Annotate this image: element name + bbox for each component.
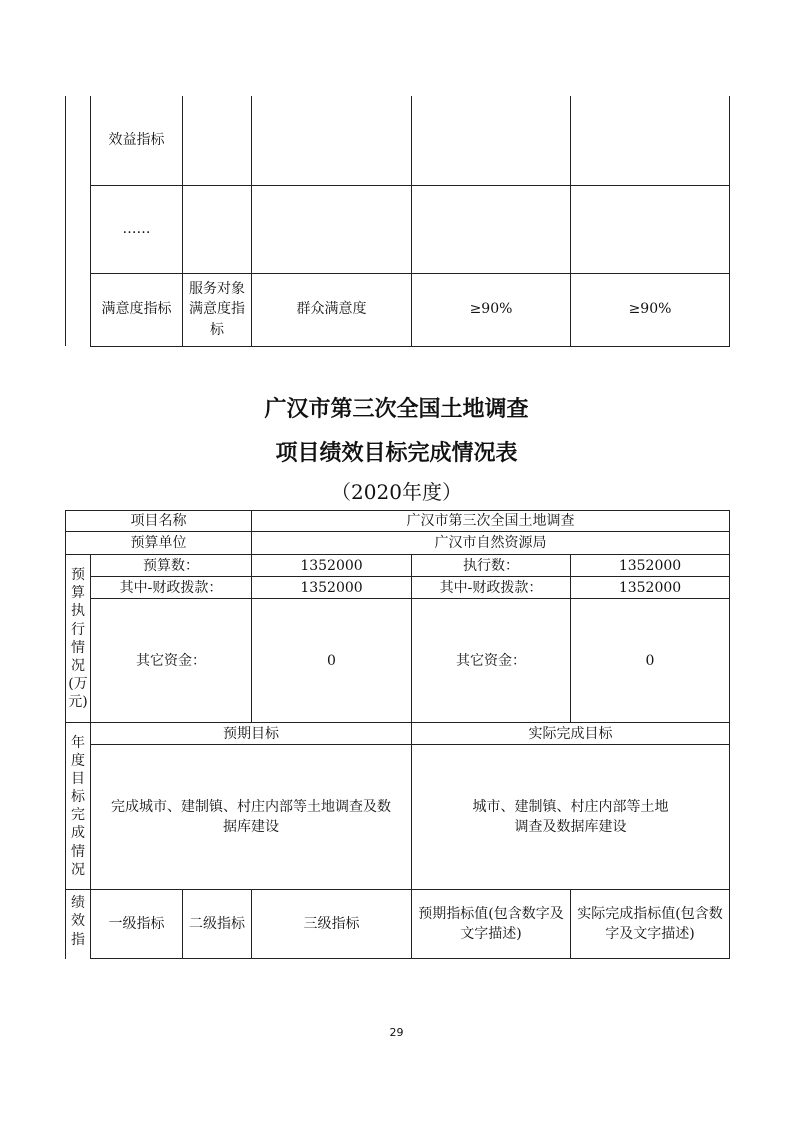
fiscal-budget: 1352000 (252, 577, 412, 599)
fiscal-label: 其中-财政拨款： (91, 577, 252, 599)
expected-goal-header: 预期目标 (91, 723, 412, 745)
table-cell: …… (91, 185, 183, 273)
other-budget: 0 (252, 599, 412, 723)
table-row (66, 532, 730, 555)
project-name-label: 项目名称 (66, 511, 252, 532)
table-row (66, 185, 730, 273)
level3-header: 三级指标 (252, 890, 412, 959)
page-number: 29 (389, 1026, 404, 1039)
table-row (66, 577, 730, 599)
table-cell: 服务对象满意度指标 (183, 273, 252, 346)
table-row (66, 96, 730, 185)
other-label-2: 其它资金： (412, 599, 571, 723)
table-cell: ≥90% (412, 273, 571, 346)
table-cell (183, 185, 252, 273)
other-label: 其它资金： (91, 599, 252, 723)
table-cell: 群众满意度 (252, 273, 412, 346)
actual-goal-header: 实际完成目标 (412, 723, 730, 745)
other-exec: 0 (571, 599, 730, 723)
document-subtitle: 项目绩效目标完成情况表 (275, 441, 518, 466)
table-cell: ≥90% (571, 273, 730, 346)
table-row (66, 555, 730, 577)
table-cell (412, 185, 571, 273)
annual-goal-label: 年 度 目 标 完 成 情 况 (66, 723, 91, 890)
table-row (66, 723, 730, 745)
table-cell (412, 96, 571, 185)
budget-unit: 广汉市自然资源局 (252, 532, 730, 555)
fiscal-exec: 1352000 (571, 577, 730, 599)
table-cell (252, 96, 412, 185)
table-row (66, 745, 730, 890)
expected-goal: 完成城市、建制镇、村庄内部等土地调查及数据库建设 (91, 745, 412, 890)
continued-indicator-table (65, 96, 730, 347)
table-cell (183, 96, 252, 185)
budget-label: 预算数： (91, 555, 252, 577)
perf-indicator-label: 绩 效 指 (66, 890, 91, 959)
budget-unit-label: 预算单位 (66, 532, 252, 555)
exec-label: 执行数： (412, 555, 571, 577)
year-label: （2020年度） (331, 480, 462, 504)
table-row (66, 511, 730, 532)
left-merged-cell (66, 96, 91, 346)
expected-value-header: 预期指标值(包含数字及文字描述) (412, 890, 571, 959)
table-cell (571, 185, 730, 273)
project-name: 广汉市第三次全国土地调查 (252, 511, 730, 532)
table-cell: 满意度指标 (91, 273, 183, 346)
level2-header: 二级指标 (183, 890, 252, 959)
budget-value: 1352000 (252, 555, 412, 577)
level1-header: 一级指标 (91, 890, 183, 959)
actual-goal: 城市、建制镇、村庄内部等土地调查及数据库建设 (412, 745, 730, 890)
table-cell (252, 185, 412, 273)
document-title: 广汉市第三次全国土地调查 (264, 397, 529, 422)
table-row (66, 273, 730, 346)
table-cell (571, 96, 730, 185)
table-row (66, 890, 730, 959)
performance-table (65, 510, 730, 959)
actual-value-header: 实际完成指标值(包含数字及文字描述) (571, 890, 730, 959)
fiscal-label-2: 其中-财政拨款： (412, 577, 571, 599)
budget-exec-label: 预 算 执 行 情 况 (万 元) (66, 555, 91, 723)
table-cell: 效益指标 (91, 96, 183, 185)
exec-value: 1352000 (571, 555, 730, 577)
table-row (66, 599, 730, 723)
